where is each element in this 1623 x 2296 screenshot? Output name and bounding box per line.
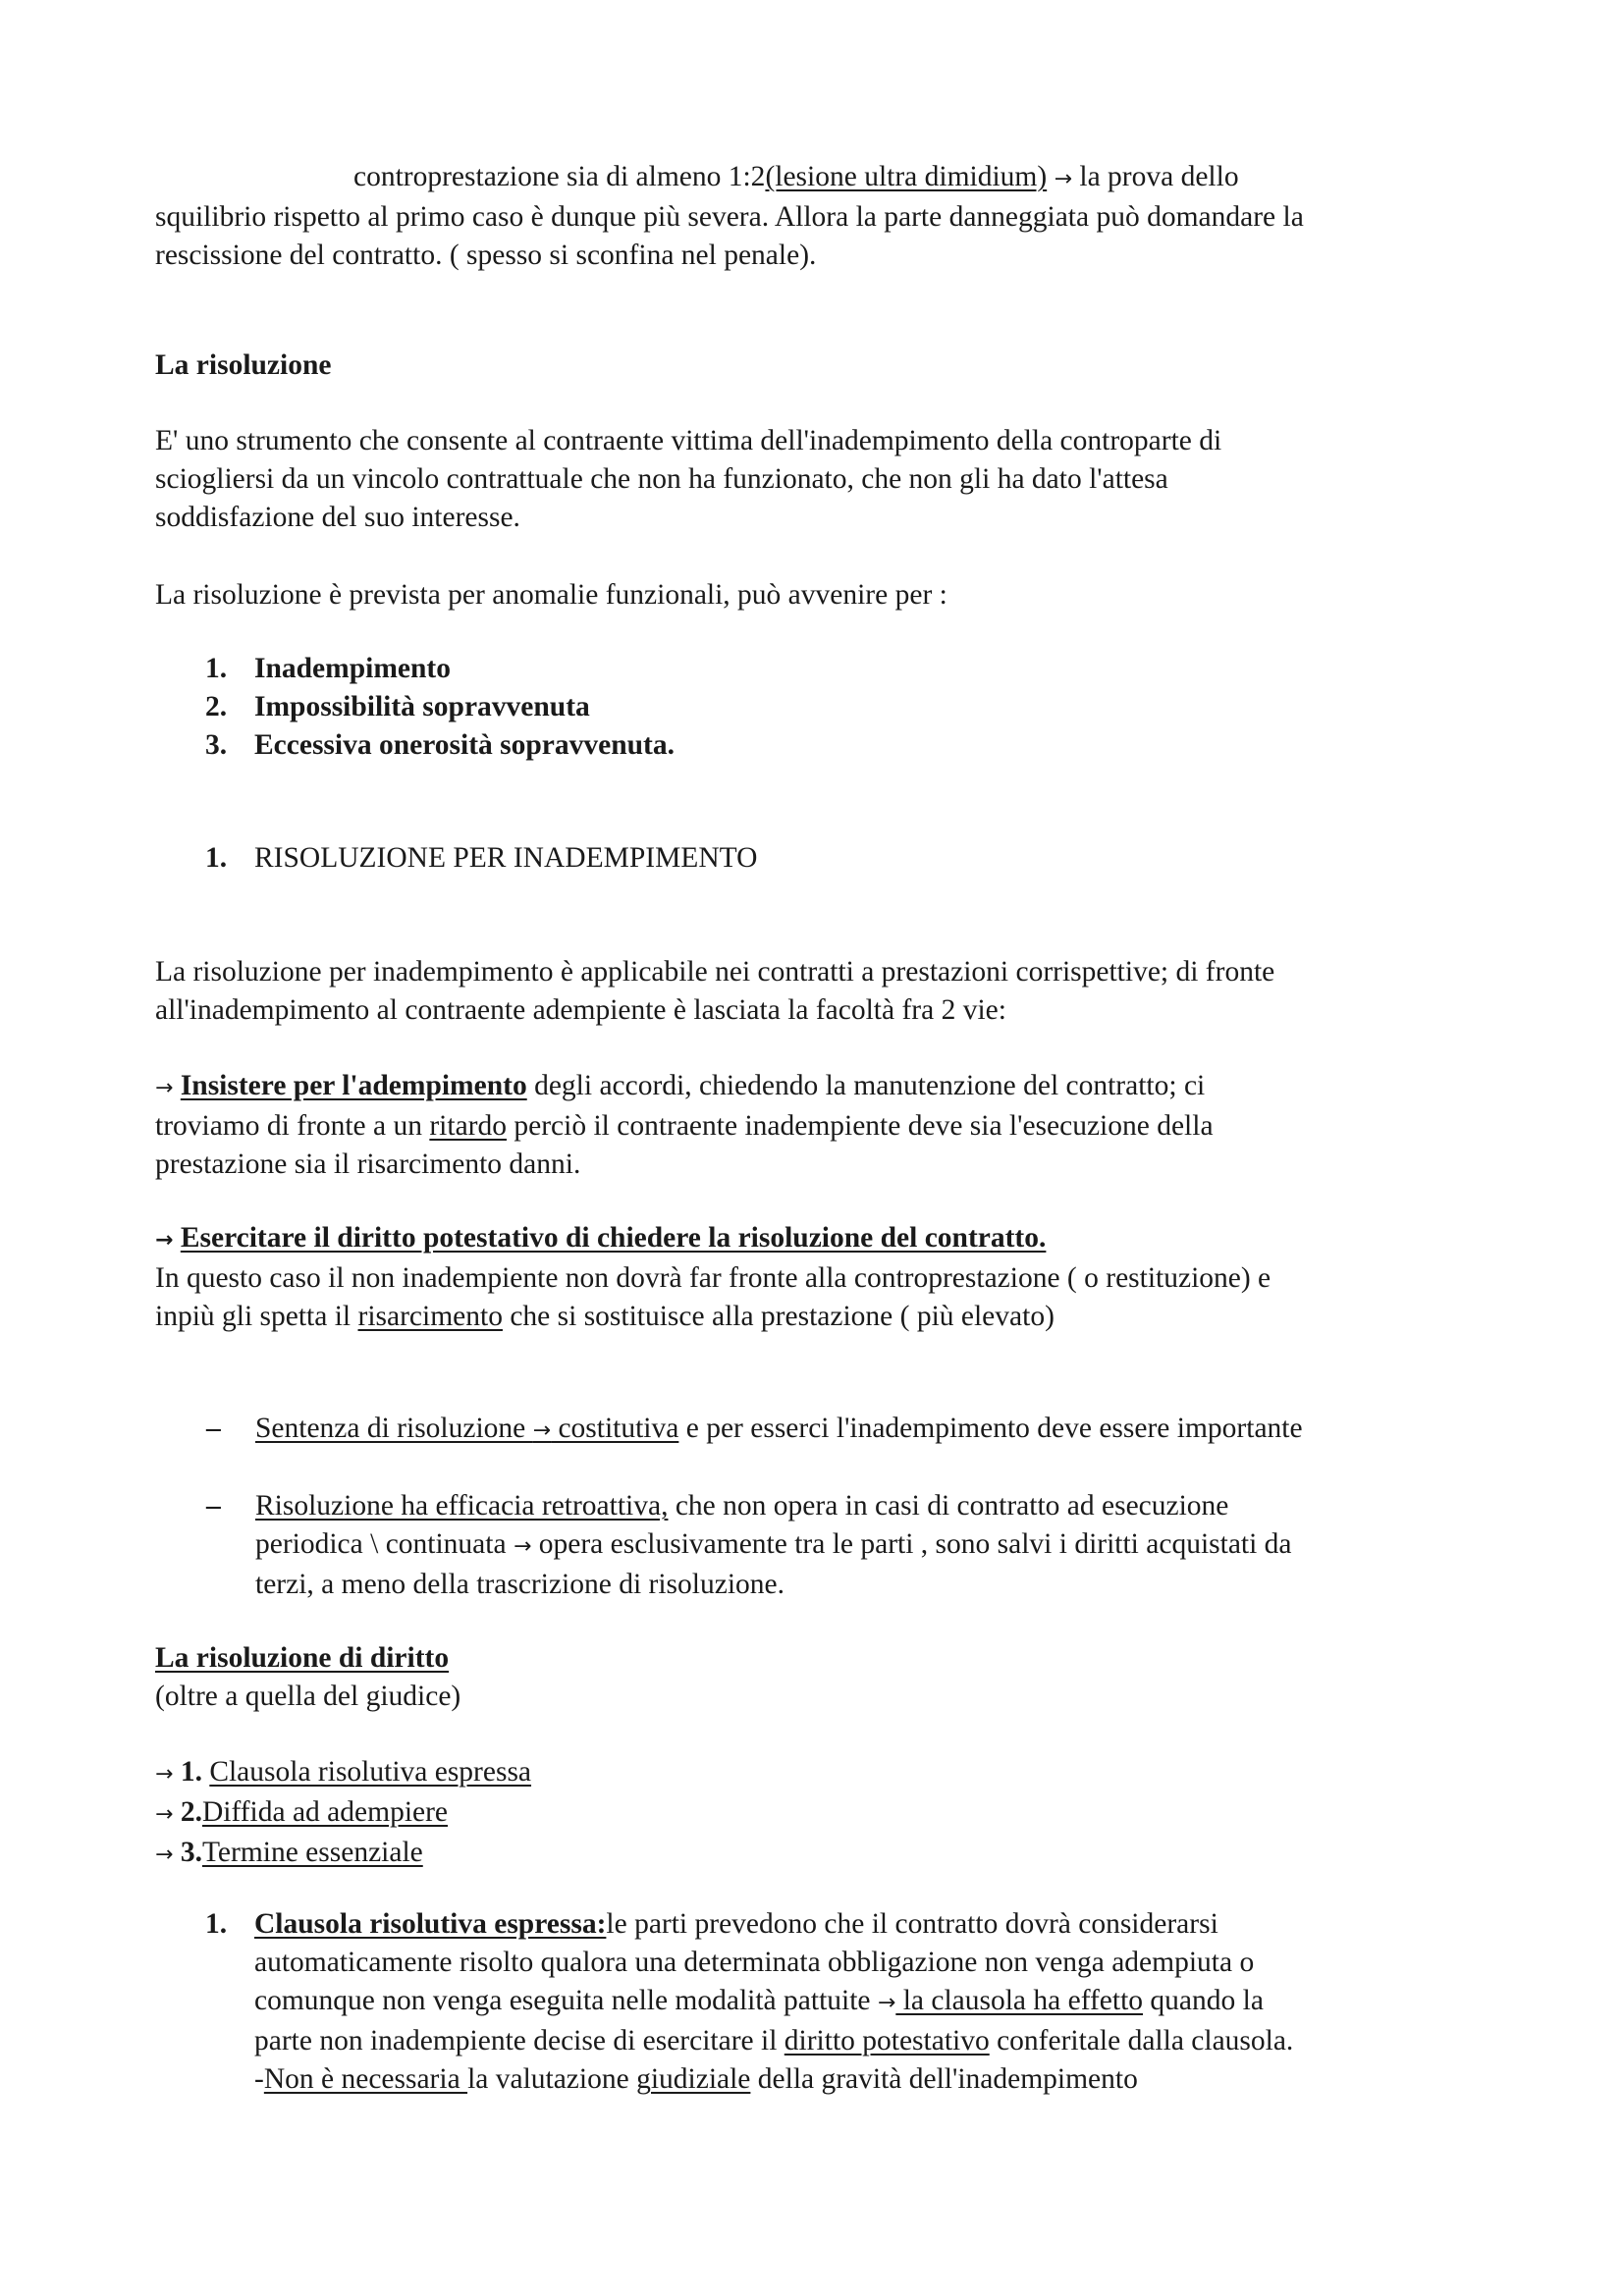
option-risoluzione: → Esercitare il diritto potestativo di chiedere la risoluzione del contratto. In questo caso il non inadempiente non dovrà far fronte alla controprestazione ( o restituzione) e inpiù gli spetta il risarcimento che si sostituisce alla prestazione ( più elevato) <box>155 1222 1271 1332</box>
intro-underlined-term: (lesione ultra dimidium) <box>765 161 1048 192</box>
arrow-icon: → <box>155 1076 174 1100</box>
arrow-icon: → <box>155 1228 174 1253</box>
option-label: Esercitare il diritto potestativo di chiedere la risoluzione del contratto. <box>180 1222 1047 1254</box>
arrow-icon: → <box>155 1762 174 1787</box>
underlined-term: risarcimento <box>357 1301 503 1332</box>
list-item: → 3.Termine essenziale <box>155 1837 423 1868</box>
section-title-inadempimento: 1. RISOLUZIONE PER INADEMPIMENTO <box>205 842 758 874</box>
arrow-icon: → <box>155 1802 174 1827</box>
bullet-sentenza: – Sentenza di risoluzione → costitutiva e per esserci l'inadempimento deve essere importante <box>155 1410 1471 1450</box>
dash-bullet: – <box>206 1490 221 1522</box>
diritto-heading-block <box>155 1639 1471 1716</box>
list-item: → 1. Clausola risolutiva espressa <box>155 1756 532 1788</box>
list-item: 3. Eccessiva onerosità sopravvenuta. <box>205 729 676 761</box>
intro-line: rescissione del contratto. ( spesso si sconfina nel penale). <box>155 240 817 271</box>
arrow-icon: → <box>155 1842 174 1867</box>
risoluzione-paragraph <box>155 422 1471 537</box>
list-item: 1. Inadempimento <box>205 653 451 684</box>
underlined-term: ritardo <box>429 1110 507 1142</box>
list-item: 2. Impossibilità sopravvenuta <box>205 691 590 722</box>
paragraph-line: soddisfazione del suo interesse. <box>155 502 520 533</box>
diritto-list <box>155 1753 1471 1874</box>
section-heading-diritto: La risoluzione di diritto <box>155 1642 450 1674</box>
diritto-subtitle: (oltre a quella del giudice) <box>155 1681 461 1712</box>
paragraph-line: La risoluzione per inadempimento è applicabile nei contratti a prestazioni corrispettive; di fronte <box>155 956 1275 988</box>
arrow-icon: → <box>532 1418 552 1443</box>
section1-paragraph <box>155 953 1471 1030</box>
clausola-label: Clausola risolutiva espressa: <box>254 1908 607 1940</box>
arrow-icon: → <box>877 1991 896 2015</box>
arrow-icon: → <box>513 1534 532 1559</box>
option-adempimento: → Insistere per l'adempimento degli accordi, chiedendo la manutenzione del contratto; ci troviamo di fronte a un ritardo perciò il contraente inadempiente deve sia l'esecuzione della prestazione sia il risarcimento danni. <box>155 1070 1214 1180</box>
section-heading-risoluzione: La risoluzione <box>155 349 332 381</box>
causes-list <box>205 650 1521 765</box>
intro-paragraph <box>155 158 1471 275</box>
list-intro: La risoluzione è prevista per anomalie funzionali, può avvenire per : <box>155 579 947 611</box>
option-label: Insistere per l'adempimento <box>180 1070 527 1101</box>
paragraph-line: E' uno strumento che consente al contraente vittima dell'inadempimento della controparte di <box>155 425 1222 456</box>
paragraph-line: sciogliersi da un vincolo contrattuale che non ha funzionato, che non gli ha dato l'attesa <box>155 463 1168 495</box>
bullet-retroattiva: – Risoluzione ha efficacia retroattiva, che non opera in casi di contratto ad esecuzione periodica \ continuata → opera esclusivamente tra le parti , sono salvi i diritti acquistati da terzi, a meno della trascrizione di risoluzione. <box>155 1487 1471 1604</box>
arrow-icon: → <box>1054 167 1072 191</box>
intro-line: squilibrio rispetto al primo caso è dunque più severa. Allora la parte danneggiata può domandare la <box>155 201 1304 233</box>
clausola-item: 1. Clausola risolutiva espressa:le parti prevedono che il contratto dovrà considerarsi automaticamente risolto qualora una determinata obbligazione non venga adempiuta o comunque non venga eseguita nelle modalità pattuite → la clausola ha effetto quando la parte non inadempiente decise di esercitare il diritto potestativo conferitale dalla clausola. -Non è necessaria la valutazione giudiziale della gravità dell'inadempimento <box>205 1908 1294 2095</box>
list-item: → 2.Diffida ad adempiere <box>155 1796 449 1828</box>
intro-text: la prova dello <box>1072 161 1239 192</box>
paragraph-line: all'inadempimento al contraente adempiente è lasciata la facoltà fra 2 vie: <box>155 994 1006 1026</box>
intro-text: controprestazione sia di almeno 1:2 <box>353 161 766 192</box>
dash-bullet: – <box>206 1413 221 1444</box>
